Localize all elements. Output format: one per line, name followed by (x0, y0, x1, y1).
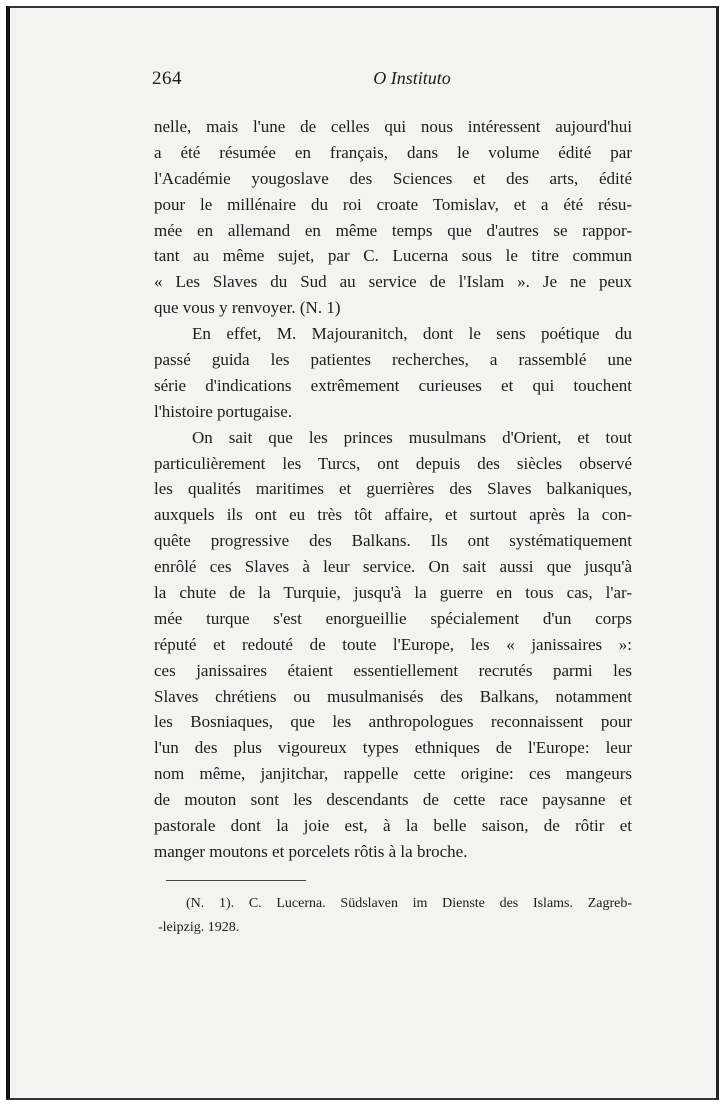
text-line: En effet, M. Majouranitch, dont le sens poétique du (192, 324, 632, 344)
text-line: mée en allemand en même temps que d'autres se rappor- (154, 220, 632, 240)
text-line: de mouton sont les descendants de cette race paysanne et (154, 790, 632, 810)
footnote-line: (N. 1). C. Lucerna. Südslaven im Dienste des Islams. Zagreb- (186, 896, 632, 911)
text-line: ces janissaires étaient essentiellement recrutés parmi les (154, 660, 632, 680)
text-line: les Bosniaques, que les anthropologues reconnaissent pour (154, 712, 632, 732)
text-line: les qualités maritimes et guerrières des Slaves balkaniques, (154, 479, 632, 499)
text-line: passé guida les patientes recherches, a rassemblé une (154, 350, 632, 370)
text-line: mée turque s'est enorgueillie spécialement d'un corps (154, 608, 632, 628)
text-line: que vous y renvoyer. (N. 1) (154, 298, 341, 318)
text-line: auxquels ils ont eu très tôt affaire, et surtout après la con- (154, 505, 632, 525)
footnote-line: -leipzig. 1928. (158, 920, 240, 935)
text-line: pastorale dont la joie est, à la belle saison, de rôtir et (154, 816, 632, 836)
journal-title: O Instituto (373, 68, 451, 88)
text-line: pour le millénaire du roi croate Tomislav, et a été résu- (154, 194, 632, 214)
text-line: nelle, mais l'une de celles qui nous intéressent aujourd'hui (154, 117, 632, 136)
text-line: réputé et redouté de toute l'Europe, les « janissaires »: (154, 634, 632, 654)
text-line: quête progressive des Balkans. Ils ont systématiquement (154, 531, 632, 551)
text-line: série d'indications extrêmement curieuses et qui touchent (154, 375, 632, 395)
text-line: particulièrement les Turcs, ont depuis des siècles observé (154, 453, 632, 473)
text-line: Slaves chrétiens ou musulmanisés des Balkans, notamment (154, 686, 632, 706)
footnotes (158, 892, 632, 940)
text-line: la chute de la Turquie, jusqu'à la guerre en tous cas, l'ar- (154, 583, 632, 603)
running-head (152, 68, 632, 92)
footnote-rule (166, 880, 306, 881)
text-line: l'histoire portugaise. (154, 401, 293, 421)
text-line: « Les Slaves du Sud au service de l'Islam ». Je ne peux (154, 272, 632, 292)
text-line: a été résumée en français, dans le volume édité par (154, 142, 632, 162)
text-line: l'Académie yougoslave des Sciences et des arts, édité (154, 168, 632, 188)
body-text (154, 114, 632, 865)
text-line: enrôlé ces Slaves à leur service. On sait aussi que jusqu'à (154, 557, 632, 577)
text-line: l'un des plus vigoureux types ethniques de l'Europe: leur (154, 738, 632, 758)
text-line: tant au même sujet, par C. Lucerna sous le titre commun (154, 246, 632, 266)
text-line: On sait que les princes musulmans d'Orient, et tout (192, 427, 632, 447)
page-number: 264 (152, 68, 182, 89)
text-line: nom même, janjitchar, rappelle cette origine: ces mangeurs (154, 764, 632, 784)
text-line: manger moutons et porcelets rôtis à la broche. (154, 841, 468, 861)
